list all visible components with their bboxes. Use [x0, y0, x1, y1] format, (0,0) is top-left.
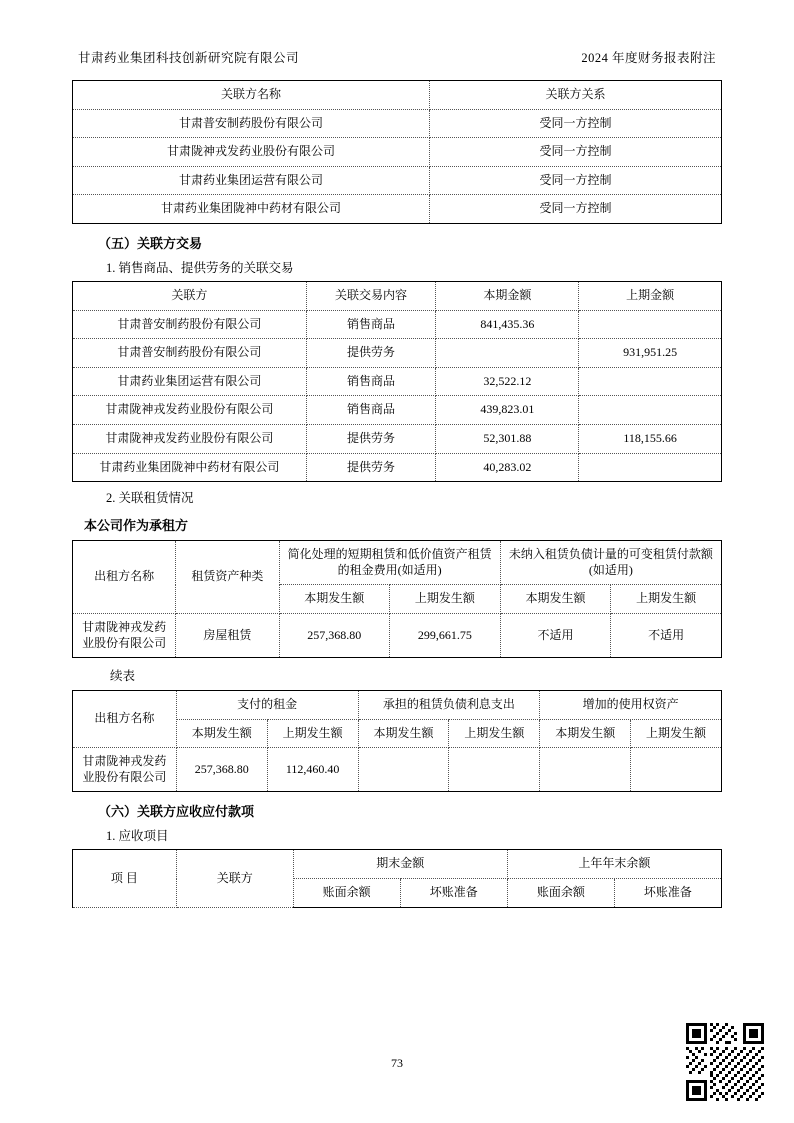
- cell-content: 销售商品: [306, 396, 436, 425]
- cell-party: 甘肃普安制药股份有限公司: [73, 339, 307, 368]
- col-header-relationship: 关联方关系: [429, 81, 721, 110]
- cell-content: 销售商品: [306, 367, 436, 396]
- table-row: [73, 166, 722, 195]
- cell-current-amount: 32,522.12: [436, 367, 579, 396]
- lessee-subtitle: 本公司作为承租方: [84, 518, 189, 534]
- table-row: [73, 367, 722, 396]
- table-row: [73, 195, 722, 224]
- page-number: 73: [391, 1056, 403, 1070]
- header-company-name: 甘肃药业集团科技创新研究院有限公司: [78, 51, 300, 65]
- lease-table-continued: [72, 690, 722, 792]
- cell-content: 提供劳务: [306, 339, 436, 368]
- receivable-table: [72, 849, 722, 907]
- table-header-row: [73, 541, 722, 585]
- table-row: [73, 453, 722, 482]
- cell-party-name: 甘肃药业集团运营有限公司: [73, 166, 430, 195]
- lease-table: [72, 540, 722, 658]
- cell-current-amount: 841,435.36: [436, 310, 579, 339]
- table-row: [73, 613, 722, 657]
- col-header-group-short-lease: 简化处理的短期租赁和低价值资产租赁的租金费用(如适用): [279, 541, 500, 585]
- subcol-book-balance: 账面余额: [507, 879, 614, 908]
- cell-party: 甘肃药业集团运营有限公司: [73, 367, 307, 396]
- cell-prior-variable: 不适用: [611, 613, 722, 657]
- col-header-group-prior-year-end: 上年年末余额: [507, 850, 721, 879]
- cell-current-amount: 257,368.80: [279, 613, 390, 657]
- table-row: [73, 138, 722, 167]
- col-header-current-amount: 本期金额: [436, 281, 579, 310]
- cell-lessor-name: 甘肃陇神戎发药业股份有限公司: [73, 613, 176, 657]
- subcol-current-period: 本期发生额: [500, 585, 611, 614]
- subcol-prior-period: 上期发生额: [449, 719, 540, 748]
- cell-prior-amount: 118,155.66: [579, 424, 722, 453]
- col-header-prior-amount: 上期金额: [579, 281, 722, 310]
- cell-relationship: 受同一方控制: [429, 138, 721, 167]
- cell-rent-paid-current: 257,368.80: [176, 748, 267, 792]
- table-row: [73, 310, 722, 339]
- col-header-party-name: 关联方名称: [73, 81, 430, 110]
- related-party-table: [72, 80, 722, 224]
- table-row: [73, 424, 722, 453]
- cell-content: 销售商品: [306, 310, 436, 339]
- subcol-current-period: 本期发生额: [279, 585, 390, 614]
- subcol-current-period: 本期发生额: [176, 719, 267, 748]
- cell-current-amount: 439,823.01: [436, 396, 579, 425]
- cell-prior-amount: [579, 367, 722, 396]
- cell-prior-amount: [579, 396, 722, 425]
- cell-rou-prior: [631, 748, 722, 792]
- table-row: [73, 748, 722, 792]
- cell-relationship: 受同一方控制: [429, 195, 721, 224]
- col-header-group-rou-asset: 增加的使用权资产: [540, 691, 722, 720]
- subcol-prior-period: 上期发生额: [390, 585, 501, 614]
- cell-rou-current: [540, 748, 631, 792]
- subcol-prior-period: 上期发生额: [631, 719, 722, 748]
- cell-current-amount: [436, 339, 579, 368]
- cell-current-variable: 不适用: [500, 613, 611, 657]
- section-five-item2-title: 2. 关联租赁情况: [106, 491, 194, 506]
- cell-prior-amount: [579, 310, 722, 339]
- col-header-content: 关联交易内容: [306, 281, 436, 310]
- cell-party: 甘肃普安制药股份有限公司: [73, 310, 307, 339]
- table-header-row: [73, 850, 722, 879]
- col-header-lessor-name: 出租方名称: [73, 691, 177, 748]
- cell-asset-type: 房屋租赁: [176, 613, 279, 657]
- cell-interest-prior: [449, 748, 540, 792]
- continued-table-label: 续表: [110, 669, 136, 684]
- table-header-row: [73, 81, 722, 110]
- page-header: [72, 48, 722, 66]
- table-row: [73, 339, 722, 368]
- cell-interest-current: [358, 748, 449, 792]
- receivable-table-wrapper: [72, 849, 722, 907]
- col-header-group-interest-expense: 承担的租赁负债利息支出: [358, 691, 540, 720]
- col-header-group-variable-payments: 未纳入租赁负债计量的可变租赁付款额(如适用): [500, 541, 721, 585]
- section-six-title: （六）关联方应收应付款项: [98, 804, 255, 820]
- subcol-prior-period: 上期发生额: [267, 719, 358, 748]
- cell-party: 甘肃陇神戎发药业股份有限公司: [73, 396, 307, 425]
- section-five-title: （五）关联方交易: [98, 235, 203, 251]
- subcol-bad-debt-provision: 坏账准备: [400, 879, 507, 908]
- cell-party: 甘肃陇神戎发药业股份有限公司: [73, 424, 307, 453]
- cell-prior-amount: [579, 453, 722, 482]
- col-header-party: 关联方: [73, 281, 307, 310]
- table-header-row: [73, 281, 722, 310]
- cell-party-name: 甘肃陇神戎发药业股份有限公司: [73, 138, 430, 167]
- subcol-bad-debt-provision: 坏账准备: [614, 879, 721, 908]
- lease-table-wrapper: [72, 540, 722, 658]
- table-row: [73, 396, 722, 425]
- cell-current-amount: 40,283.02: [436, 453, 579, 482]
- qr-code: [686, 1023, 764, 1101]
- col-header-item: 项 目: [73, 850, 177, 907]
- cell-relationship: 受同一方控制: [429, 166, 721, 195]
- cell-party: 甘肃药业集团陇神中药材有限公司: [73, 453, 307, 482]
- col-header-related-party: 关联方: [176, 850, 293, 907]
- cell-relationship: 受同一方控制: [429, 109, 721, 138]
- cell-content: 提供劳务: [306, 424, 436, 453]
- table-row: [73, 109, 722, 138]
- section-five-item1-title: 1. 销售商品、提供劳务的关联交易: [106, 260, 294, 275]
- cell-party-name: 甘肃普安制药股份有限公司: [73, 109, 430, 138]
- cell-lessor-name: 甘肃陇神戎发药业股份有限公司: [73, 748, 177, 792]
- subcol-book-balance: 账面余额: [293, 879, 400, 908]
- subcol-current-period: 本期发生额: [358, 719, 449, 748]
- header-report-title: 2024 年度财务报表附注: [581, 51, 716, 65]
- sales-transactions-table-wrapper: [72, 281, 722, 482]
- lease-table-cont-wrapper: [72, 690, 722, 792]
- col-header-asset-type: 租赁资产种类: [176, 541, 279, 614]
- cell-current-amount: 52,301.88: [436, 424, 579, 453]
- cell-content: 提供劳务: [306, 453, 436, 482]
- cell-prior-amount: 299,661.75: [390, 613, 501, 657]
- col-header-lessor-name: 出租方名称: [73, 541, 176, 614]
- cell-party-name: 甘肃药业集团陇神中药材有限公司: [73, 195, 430, 224]
- cell-prior-amount: 931,951.25: [579, 339, 722, 368]
- section-six-item1-title: 1. 应收项目: [106, 829, 169, 844]
- subcol-current-period: 本期发生额: [540, 719, 631, 748]
- col-header-group-rent-paid: 支付的租金: [176, 691, 358, 720]
- sales-transactions-table: [72, 281, 722, 482]
- col-header-group-period-end: 期末金额: [293, 850, 507, 879]
- cell-rent-paid-prior: 112,460.40: [267, 748, 358, 792]
- subcol-prior-period: 上期发生额: [611, 585, 722, 614]
- related-party-table-wrapper: [72, 80, 722, 224]
- table-header-row: [73, 691, 722, 720]
